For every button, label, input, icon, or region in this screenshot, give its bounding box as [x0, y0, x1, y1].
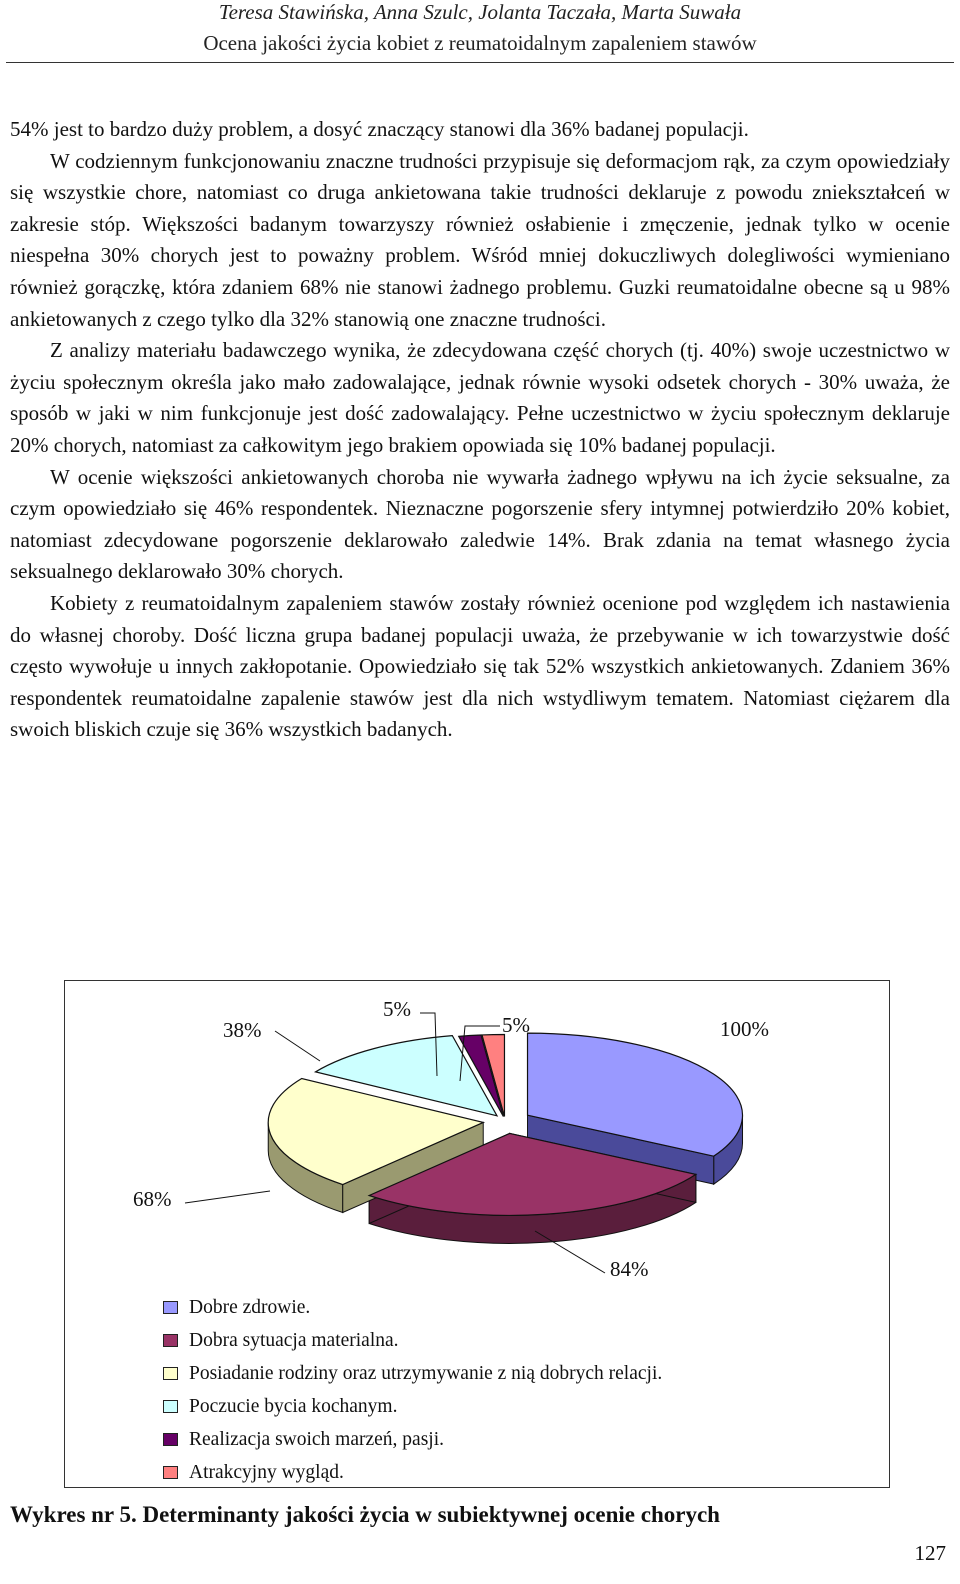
legend-label: Posiadanie rodziny oraz utrzymywanie z nią dobrych relacji. — [189, 1363, 663, 1384]
pie-leader-line — [275, 1031, 320, 1061]
pie-data-label: 68% — [133, 1187, 172, 1211]
page-number: 127 — [914, 1541, 946, 1565]
pie-chart-figure — [64, 980, 890, 1488]
paragraph: W ocenie większości ankietowanych choroba nie wywarła żadnego wpływu na ich życie seksualne, za czym opowiedziało się 46% respondentek. Nieznaczne pogorszenie sfery intymnej potwierdziło 20% kobiet, natomiast zdecydowane pogorszenie deklarowało zaledwie 14%. Brak zdania na temat własnego życia seksualnego deklarowało 30% chorych. — [10, 464, 950, 584]
pie-data-label: 84% — [610, 1257, 649, 1281]
paragraph: 54% jest to bardzo duży problem, a dosyć znaczący stanowi dla 36% badanej populacji. — [10, 117, 749, 141]
legend-swatch — [163, 1433, 178, 1446]
paragraph: Z analizy materiału badawczego wynika, że zdecydowana część chorych (tj. 40%) swoje uczestnictwo w życiu społecznym określa jako mało zadowalające, jednak równie wysoki odsetek chorych - 30% uważa, że sposób w jaki w nim funkcjonuje jest dość zadowalający. Pełne uczestnictwo w życiu społecznym deklaruje 20% chorych, natomiast za całkowitym jego brakiem opowiada się 10% badanej populacji. — [10, 338, 950, 457]
legend-item — [163, 1291, 863, 1324]
legend-swatch — [163, 1466, 178, 1479]
pie-data-label: 5% — [383, 997, 411, 1021]
pie-data-label: 100% — [720, 1017, 769, 1041]
pie-data-label: 38% — [223, 1018, 262, 1042]
legend-swatch — [163, 1367, 178, 1380]
header-divider — [6, 62, 954, 63]
legend-label: Dobre zdrowie. — [189, 1297, 311, 1318]
legend-item — [163, 1456, 863, 1489]
header-authors: Teresa Stawińska, Anna Szulc, Jolanta Taczała, Marta Suwała — [218, 0, 742, 24]
legend-item — [163, 1423, 863, 1456]
legend-swatch — [163, 1334, 178, 1347]
header-title: Ocena jakości życia kobiet z reumatoidalnym zapaleniem stawów — [203, 31, 757, 55]
pie-leader-line — [185, 1191, 270, 1203]
chart-legend — [163, 1291, 863, 1489]
legend-item — [163, 1390, 863, 1423]
pie-data-label: 5% — [502, 1013, 530, 1037]
article-body — [10, 114, 950, 746]
legend-label: Dobra sytuacja materialna. — [189, 1330, 399, 1351]
legend-item — [163, 1324, 863, 1357]
paragraph: W codziennym funkcjonowaniu znaczne trudności przypisuje się deformacjom rąk, za czym opowiedziały się wszystkie chore, natomiast co druga ankietowana takie trudności deklaruje z powodu zniekształceń w zakresie stóp. Większości badanym towarzyszy również osłabienie i zmęczenie, jednak tylko w ocenie niespełna 30% chorych jest to poważny problem. Wśród mniej dokuczliwych dolegliwości wymieniano również gorączkę, która zdaniem 68% nie stanowi żadnego problemu. Guzki reumatoidalne obecne są u 98% ankietowanych z czego tylko dla 32% stanowią one znaczne trudności. — [10, 148, 950, 331]
legend-swatch — [163, 1301, 178, 1314]
legend-item — [163, 1357, 863, 1390]
legend-label: Atrakcyjny wygląd. — [189, 1462, 344, 1483]
legend-swatch — [163, 1400, 178, 1413]
figure-caption: Wykres nr 5. Determinanty jakości życia w subiektywnej ocenie chorych — [10, 1502, 720, 1527]
paragraph: Kobiety z reumatoidalnym zapaleniem stawów zostały również ocenione pod względem ich nastawienia do własnej choroby. Dość liczna grupa badanej populacji uważa, że przebywanie w ich towarzystwie dość często wywołuje u innych zakłopotanie. Opowiedziało się tak 52% wszystkich ankietowanych. Zdaniem 36% respondentek reumatoidalne zapalenie stawów jest dla nich wstydliwym tematem. Natomiast ciężarem dla swoich bliskich czuje się 36% wszystkich badanych. — [10, 590, 950, 742]
legend-label: Poczucie bycia kochanym. — [189, 1396, 398, 1417]
legend-label: Realizacja swoich marzeń, pasji. — [189, 1429, 445, 1450]
